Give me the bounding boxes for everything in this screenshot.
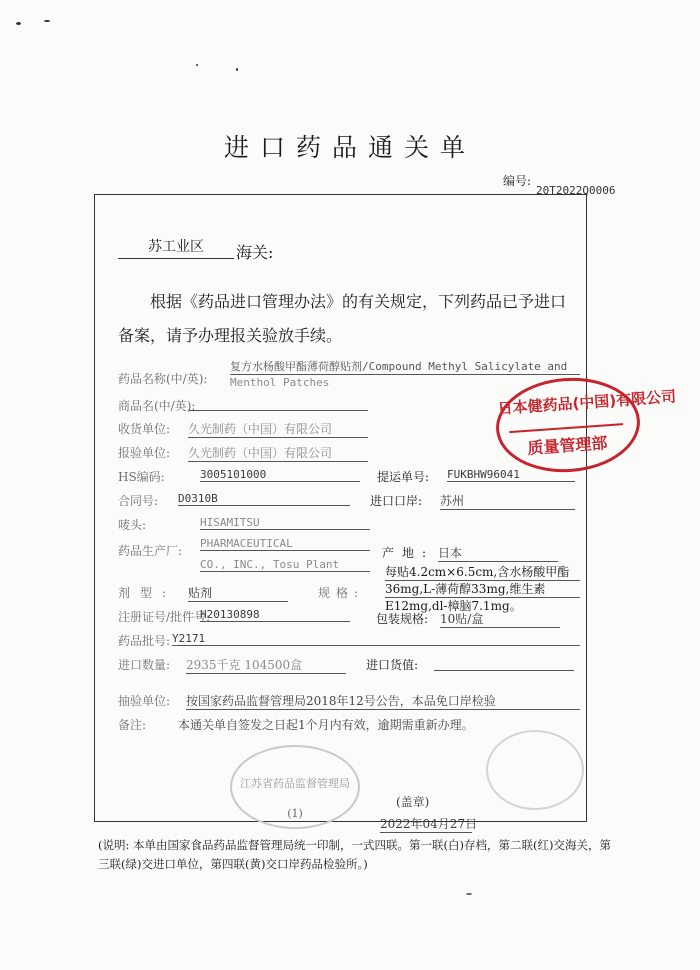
batch-no-value: Y2171	[172, 632, 580, 646]
manufacturer-line2: PHARMACEUTICAL	[200, 537, 370, 551]
declarant-value: 久光制药（中国）有限公司	[188, 444, 368, 462]
packaging-label: 包装规格:	[376, 612, 429, 626]
red-seal-arc-text: 日本健药品(中国)有限公司	[497, 387, 677, 418]
packaging-value: 10贴/盒	[440, 610, 560, 628]
scan-speck	[466, 893, 472, 895]
contract-no-value: D0310B	[178, 492, 350, 506]
manufacturer-label: 药品生产厂:	[118, 544, 183, 558]
batch-no-label: 药品批号:	[118, 634, 171, 648]
intro-paragraph: 根据《药品进口管理办法》的有关规定，下列药品已予进口备案，请予办理报关验放手续。	[118, 292, 567, 345]
spec-label: 规格:	[318, 586, 365, 600]
drug-name-label: 药品名称(中/英):	[118, 372, 208, 386]
dosage-form-value: 贴剂	[188, 584, 288, 602]
origin-label: 产地:	[382, 546, 435, 560]
manufacturer-line1: HISAMITSU	[200, 516, 370, 530]
red-seal-inner-text: 质量管理部	[509, 423, 625, 460]
issue-date: 2022年04月27日	[380, 817, 478, 831]
drug-name-line2: Menthol Patches	[230, 376, 330, 389]
declarant-label: 报验单位:	[118, 446, 171, 460]
origin-value: 日本	[438, 544, 558, 562]
inspection-label: 抽验单位:	[118, 694, 171, 708]
quantity-label: 进口数量:	[118, 658, 171, 672]
brand-name-label: 商品名(中/英):	[118, 399, 196, 413]
remarks-label: 备注:	[118, 718, 147, 732]
hs-code-value: 3005101000	[200, 468, 360, 482]
official-seal-right	[486, 730, 584, 810]
document-title: 进口药品通关单	[223, 133, 476, 162]
seal-label: (盖章)	[396, 795, 430, 809]
left-seal-text: 江苏省药品监督管理局	[240, 777, 350, 790]
manufacturer-line3: CO., INC., Tosu Plant	[200, 558, 370, 572]
quantity-value: 2935千克 104500盒	[186, 656, 346, 674]
dosage-form-label: 剂型:	[118, 586, 177, 600]
scan-speck	[236, 68, 238, 71]
inspection-value: 按国家药品监督管理局2018年12号公告，本品免口岸检验	[186, 692, 580, 710]
brand-name-underline	[188, 410, 368, 411]
contract-no-label: 合同号:	[118, 494, 159, 508]
official-seal-left	[230, 745, 360, 829]
scan-speck	[16, 22, 21, 25]
customs-name: 苏工业区	[118, 236, 234, 259]
doc-number: 20T2022Q0006	[536, 184, 616, 197]
port-value: 苏州	[440, 492, 575, 510]
bill-no-label: 提运单号:	[377, 470, 430, 484]
consignee-label: 收货单位:	[118, 422, 171, 436]
scan-speck	[196, 64, 198, 66]
hs-code-label: HS编码:	[118, 470, 165, 484]
left-seal-sub: (1)	[287, 807, 303, 820]
doc-number-label: 编号:	[503, 174, 532, 188]
scan-speck	[44, 20, 50, 22]
marks-label: 唛头:	[118, 518, 147, 532]
port-label: 进口口岸:	[370, 494, 423, 508]
registration-value: H20130898	[200, 608, 350, 622]
customs-suffix: 海关:	[236, 243, 274, 262]
price-underline	[434, 670, 574, 671]
bill-no-value: FUKBHW96041	[447, 468, 575, 482]
footer-note: (说明: 本单由国家食品药品监督管理局统一印制，一式四联。第一联(白)存档，第二联(红)交海关，第三联(绿)交进口单位，第四联(黄)交口岸药品检验所。)	[98, 838, 611, 871]
drug-name-line1: 复方水杨酸甲酯薄荷醇贴剂/Compound Methyl Salicylate and	[230, 358, 580, 375]
spec-line1: 每贴4.2cm×6.5cm,含水杨酸甲酯	[385, 563, 580, 581]
price-label: 进口货值:	[366, 658, 419, 672]
spec-line3: E12mg,dl-樟脑7.1mg。	[385, 599, 522, 613]
registration-label: 注册证号/批件号:	[118, 610, 211, 624]
remarks-value: 本通关单自签发之日起1个月内有效，逾期需重新办理。	[178, 718, 474, 732]
spec-line2: 36mg,L-薄荷醇33mg,维生素	[385, 580, 580, 598]
consignee-value: 久光制药（中国）有限公司	[188, 420, 368, 438]
